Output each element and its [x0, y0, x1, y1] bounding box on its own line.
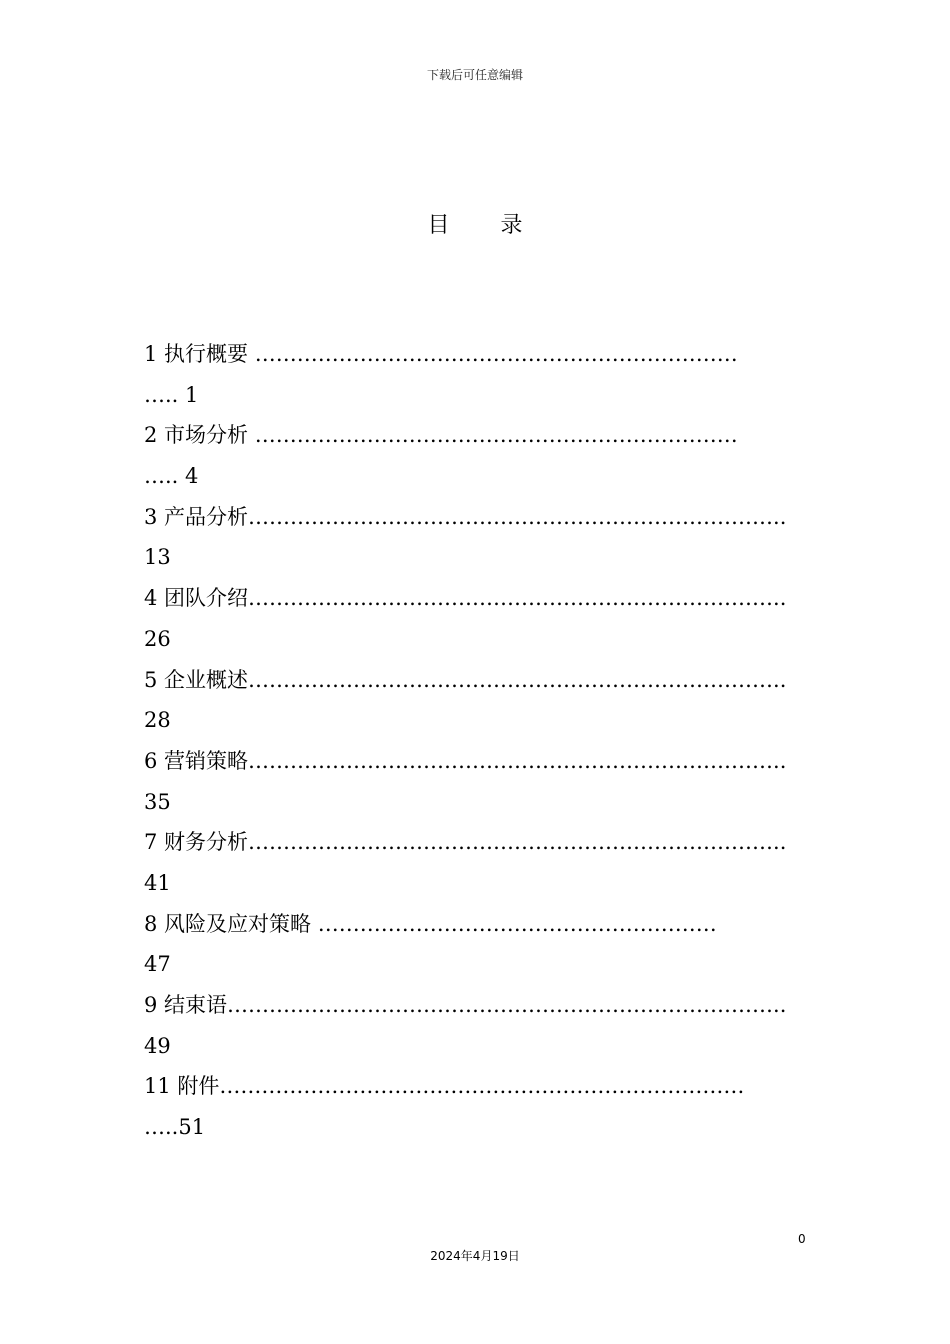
- toc-entry-6-page: 35: [144, 789, 171, 814]
- header-note: 下载后可任意编辑: [426, 68, 523, 82]
- toc-entry-5: 5 企业概述…………………………………………………………………..: [144, 667, 787, 692]
- toc-entry-8-page: 47: [144, 952, 171, 977]
- toc-entry-2: 2 市场分析 ……………………………………………………………: [144, 423, 738, 448]
- toc-entry-7-page: 41: [144, 870, 171, 895]
- toc-entry-6: 6 营销策略…………………………………………………………………..: [144, 748, 787, 773]
- toc-entry-8: 8 风险及应对策略 …………………………………………………: [144, 911, 717, 936]
- toc-entry-3: 3 产品分析…………………………………………………………………..: [144, 504, 787, 529]
- page-number: 0: [798, 1232, 806, 1246]
- toc-entry-2-page: ….. 4: [144, 464, 199, 489]
- footer-date: 2024年4月19日: [430, 1249, 520, 1263]
- toc-entry-4-page: 26: [144, 626, 171, 651]
- toc-entry-11: 11 附件…………………………………………………………………: [144, 1074, 745, 1099]
- toc-entry-7: 7 财务分析…………………………………………………………………..: [144, 830, 787, 855]
- table-of-contents: [144, 334, 816, 1148]
- toc-entry-1-page: ….. 1: [144, 382, 199, 407]
- toc-entry-1: 1 执行概要 ……………………………………………………………: [144, 342, 738, 366]
- toc-entry-3-page: 13: [144, 545, 171, 570]
- toc-title: 目 录: [427, 213, 545, 238]
- toc-entry-9-page: 49: [144, 1033, 171, 1058]
- toc-entry-4: 4 团队介绍…………………………………………………………………..: [144, 586, 787, 611]
- toc-entry-9: 9 结束语……………………………………………………………………..: [144, 993, 787, 1017]
- toc-entry-11-page: …..51: [144, 1115, 206, 1140]
- toc-entry-5-page: 28: [144, 708, 171, 733]
